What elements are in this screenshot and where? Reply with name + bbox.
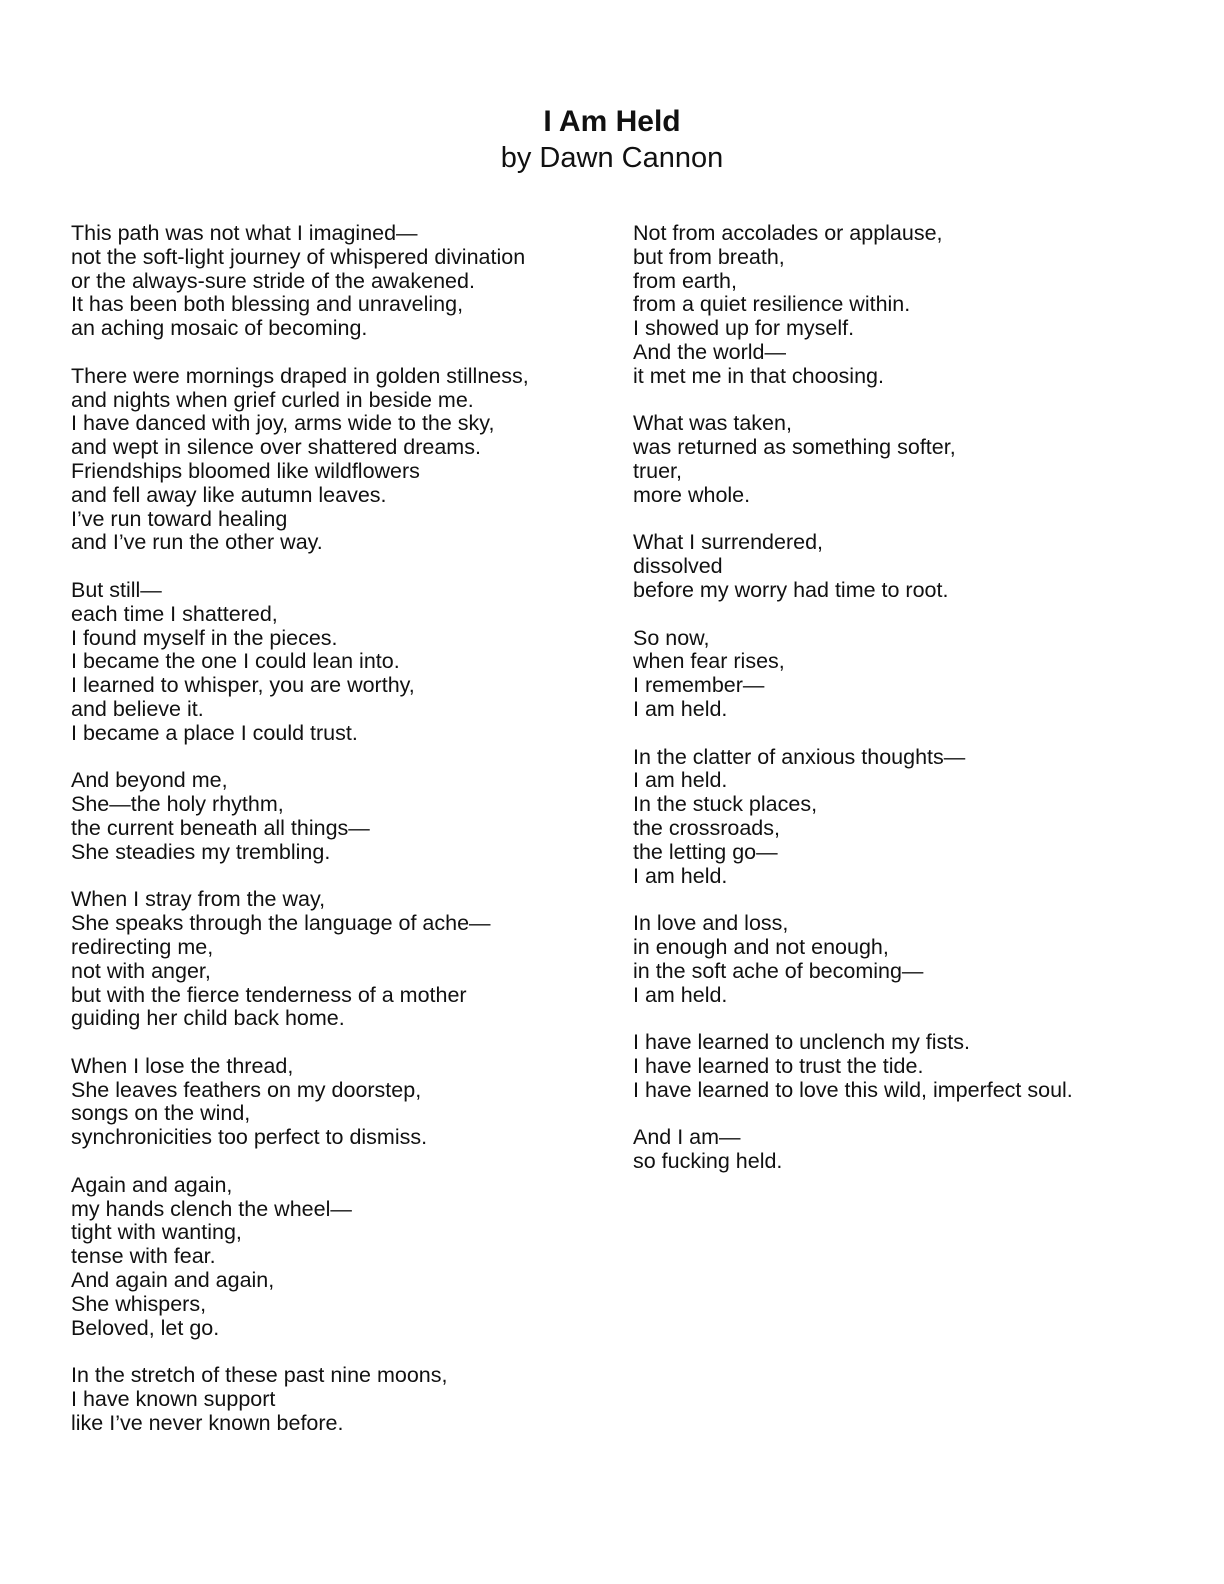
- stanza: [71, 1174, 611, 1341]
- poem-line: This path was not what I imagined—: [71, 221, 418, 245]
- poem-line: Beloved, let go.: [71, 1315, 220, 1340]
- poem-line: was returned as something softer,: [633, 435, 956, 460]
- poem-line: tense with fear.: [71, 1244, 216, 1269]
- poem-line: I’ve run toward healing: [71, 506, 288, 531]
- poem-line: I am held.: [633, 982, 728, 1007]
- poem-line: I have known support: [71, 1387, 276, 1412]
- poem-line: and believe it.: [71, 696, 204, 721]
- poem-line: She speaks through the language of ache—: [71, 911, 491, 936]
- poem-title: I Am Held: [543, 105, 681, 138]
- poem-line: She—the holy rhythm,: [71, 792, 284, 817]
- poem-line: In the stretch of these past nine moons,: [71, 1363, 448, 1388]
- poem-line: I have learned to unclench my fists.: [633, 1030, 971, 1055]
- poem-line: from earth,: [633, 268, 737, 293]
- poem-line: I showed up for myself.: [633, 316, 855, 341]
- poem-line: So now,: [633, 625, 710, 650]
- poem-line: She steadies my trembling.: [71, 839, 331, 864]
- stanza: [71, 888, 611, 1031]
- poem-line: and wept in silence over shattered dreams.: [71, 435, 481, 460]
- poem-line: In the stuck places,: [633, 792, 818, 817]
- poem-line: I am held.: [633, 696, 728, 721]
- poem-line: I learned to whisper, you are worthy,: [71, 673, 415, 698]
- poem-line: She whispers,: [71, 1291, 207, 1316]
- poem-line: in the soft ache of becoming—: [633, 958, 924, 983]
- poem-line: it met me in that choosing.: [633, 363, 884, 388]
- poem-line: dissolved: [633, 554, 723, 579]
- stanza: [71, 222, 611, 341]
- poem-line: I am held.: [633, 768, 728, 793]
- poem-line: I am held.: [633, 863, 728, 888]
- poem-line: I have learned to love this wild, imperfect soul.: [633, 1077, 1073, 1102]
- poem-line: when fear rises,: [633, 649, 785, 674]
- poem-line: I remember—: [633, 673, 765, 698]
- poem-line: my hands clench the wheel—: [71, 1196, 352, 1221]
- poem-line: songs on the wind,: [71, 1101, 251, 1126]
- poem-line: I have learned to trust the tide.: [633, 1053, 924, 1078]
- poem-line: and fell away like autumn leaves.: [71, 482, 387, 507]
- poem-line: And again and again,: [71, 1268, 275, 1293]
- stanza: [633, 746, 1193, 889]
- poem-line: tight with wanting,: [71, 1220, 242, 1245]
- poem-byline: by Dawn Cannon: [500, 142, 724, 174]
- poem-line: In the clatter of anxious thoughts—: [633, 744, 966, 769]
- poem-line: more whole.: [633, 482, 751, 507]
- poem-line: What was taken,: [633, 411, 792, 436]
- poem-line: Not from accolades or applause,: [633, 221, 943, 245]
- poem-line: and I’ve run the other way.: [71, 530, 323, 555]
- poem-line: guiding her child back home.: [71, 1006, 345, 1031]
- stanza: [71, 769, 611, 864]
- stanza: [633, 912, 1193, 1007]
- stanza: [633, 412, 1193, 507]
- stanza: [633, 222, 1193, 389]
- poem-line: or the always-sure stride of the awakened.: [71, 268, 475, 293]
- poem-line: but from breath,: [633, 244, 785, 269]
- poem-line: There were mornings draped in golden stillness,: [71, 363, 529, 388]
- poem-line: in enough and not enough,: [633, 934, 889, 959]
- stanza: [633, 1126, 1193, 1174]
- poem-header: [0, 104, 1224, 176]
- poem-line: not with anger,: [71, 958, 211, 983]
- poem-line: the letting go—: [633, 839, 778, 864]
- poem-column-right: [633, 222, 1193, 1198]
- poem-line: Again and again,: [71, 1172, 233, 1197]
- stanza: [633, 531, 1193, 602]
- poem-line: and nights when grief curled in beside me.: [71, 387, 474, 412]
- poem-line: like I’ve never known before.: [71, 1410, 344, 1435]
- stanza: [633, 1031, 1193, 1102]
- poem-line: When I stray from the way,: [71, 887, 326, 912]
- poem-line: from a quiet resilience within.: [633, 292, 911, 317]
- poem-line: so fucking held.: [633, 1149, 783, 1174]
- poem-line: truer,: [633, 458, 682, 483]
- poem-line: And beyond me,: [71, 768, 228, 793]
- poem-line: synchronicities too perfect to dismiss.: [71, 1125, 428, 1150]
- stanza: [71, 579, 611, 746]
- stanza: [633, 627, 1193, 722]
- poem-line: When I lose the thread,: [71, 1053, 294, 1078]
- poem-line: I became the one I could lean into.: [71, 649, 400, 674]
- poem-line: before my worry had time to root.: [633, 577, 949, 602]
- poem-line: What I surrendered,: [633, 530, 824, 555]
- poem-line: And I am—: [633, 1125, 741, 1150]
- poem-line: not the soft-light journey of whispered divination: [71, 244, 526, 269]
- stanza: [71, 365, 611, 555]
- poem-line: But still—: [71, 577, 162, 602]
- poem-line: She leaves feathers on my doorstep,: [71, 1077, 422, 1102]
- poem-line: the crossroads,: [633, 815, 780, 840]
- stanza: [71, 1055, 611, 1150]
- poem-line: an aching mosaic of becoming.: [71, 316, 368, 341]
- poem-line: And the world—: [633, 339, 786, 364]
- poem-line: In love and loss,: [633, 911, 789, 936]
- poem-line: each time I shattered,: [71, 601, 278, 626]
- poem-line: redirecting me,: [71, 934, 214, 959]
- poem-line: It has been both blessing and unraveling,: [71, 292, 464, 317]
- poem-line: but with the fierce tenderness of a mother: [71, 982, 467, 1007]
- poem-line: Friendships bloomed like wildflowers: [71, 458, 420, 483]
- poem-line: I have danced with joy, arms wide to the sky,: [71, 411, 495, 436]
- poem-line: I found myself in the pieces.: [71, 625, 338, 650]
- poem-line: I became a place I could trust.: [71, 720, 358, 745]
- poem-line: the current beneath all things—: [71, 815, 370, 840]
- stanza: [71, 1364, 611, 1435]
- poem-column-left: [71, 222, 611, 1459]
